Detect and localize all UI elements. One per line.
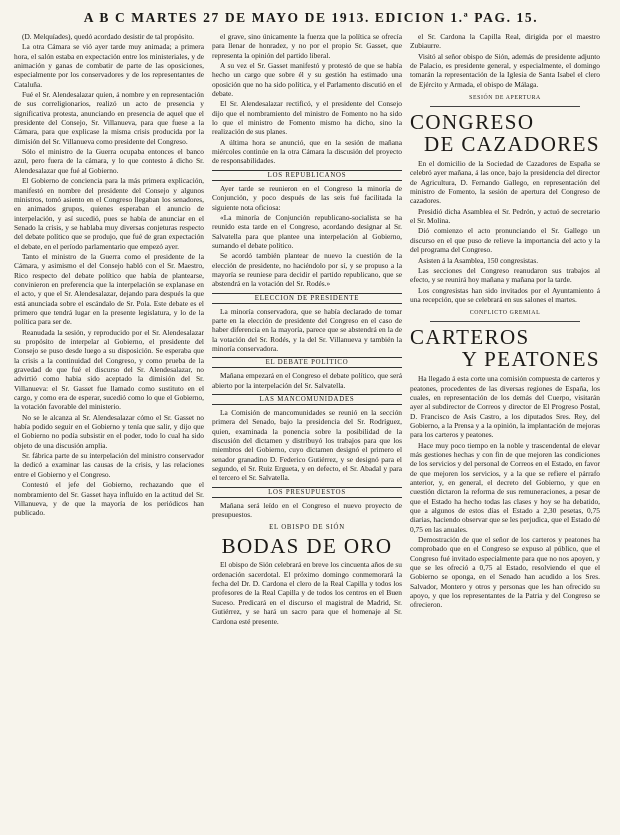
columns [14,32,608,832]
headline-bodas-de-oro: BODAS DE ORO [221,534,393,559]
paragraph: A última hora se anunció, que en la sesión de mañana miércoles continúe en la otra Cámara la discusión del proyecto de responsabilidades. [212,137,402,166]
paragraph: Sr. fábrica parte de su interpelación del ministro conservador la dedicó a examinar las causas de la crisis, y las relaciones entre el Gobierno y el Congreso. [14,451,204,479]
section-kicker-conflicto: CONFLICTO GREMIAL [469,310,541,317]
section-kicker-obispo: EL OBISPO DE SIÓN [269,524,345,532]
paragraph: Ha llegado á esta corte una comisión compuesta de carteros y peatones, procedentes de las diversas regiones de España, los cuales, en representación de los demás del Cuerpo, visitarán ayer al subdirector de Correos y director de El Progreso Postal, D. Francisco de Asís Castro, a los diputados Sres. Rey, del Gobierno, a la Prensa y a la opinión, la implantación de mejoras para los carteros y peatones. [410,374,600,440]
paragraph: Fué el Sr. Alendesalazar quien, á nombre y en representación de sus correligionarios, realizó un acto de presencia y significativa protesta, anunciando en presencia de aquel que el presidente del Consejo, Sr. Villanueva, para que fuese a la Cámara, para que explicase la misma crisis producida por la dimisión del Sr. Villanueva como presidente del Congreso. [14,90,204,146]
headline-de-cazadores: DE CAZADORES [423,132,600,157]
paragraph: Tanto el ministro de la Guerra como el presidente de la Cámara, y asimismo el del Consejo habló con el Sr. Maestro, Rico respecto del debate político que había de plantearse, convinieron en preferencia que la interpelación se explanase en el acto, y que el Sr. Alendesalazar, dejando para después la que está anunciada sobre el escándalo de Sr. Pola. Este debate es el primero que tendrá lugar en la presente legislatura, y lo de la política para ser de. [14,251,204,327]
paragraph: Hace muy poco tiempo en la noble y trascendental de elevar más gestiones hechas y con fin de que mejoren las condiciones de los servicios y del personal de Correos en el Estado, en favor de que mejoren los servicios, y a la que se refiere el párrafo anterior, y, en general, el decreto del Gobierno, y que en cuestión dictaron la reforma de sus remuneraciones, a pesar de que el Estado ha hecho todas las clases y hoy se ha debatido, que a algunos de estos días el Estado a 2,30 pesetas, 0,75 diarias, haciendo observar que se les perjudica, que el Estado dé 0,75 en las anuales. [410,440,600,534]
divider [430,321,580,322]
paragraph: El Sr. Alendesalazar rectificó, y el presidente del Consejo dijo que el nombramiento del ministro de Fomento no ha sido lo que el ministro de Fomento mismo ha dicho, sino la realización de sus planes. [212,99,402,137]
paragraph: A su vez el Sr. Gasset manifestó y protestó de que se había hecho un cargo que sobre él y su gestión ha estimado una oposición que no ha sido política, y el Parlamento discutió en el debate. [212,61,402,99]
section-heading-mancomunidades: LAS MANCOMUNIDADES [212,394,402,405]
paragraph: Demostración de que el señor de los carteros y peatones ha comprobado que en el Congreso se expuso al público, que el Congreso fué invitado especialmente para que no nos apoyen, y que se les ofreció a 0,75 al Estado, resolviendo el que el Gobierno se oponga, en el Senado han acudido a los Sres. Salvador, Montero y otros y personas que les han ofrecido su apoyo, y que los representantes de la Patria y del Congreso se ofrecieron. [410,535,600,610]
paragraph: En el domicilio de la Sociedad de Cazadores de España se celebró ayer mañana, á las once, bajo la presidencia del director de Agricultura, D. Fernando Gallego, en representación del ministro de Fomento, la sesión de apertura del Congreso de cazadores. [410,159,600,206]
paragraph: Se acordó también plantear de nuevo la cuestión de la elección de presidente, no haciéndolo por sí, y se propuso a la mayoría se reuniese para decidir el partido republicano, que se abstendrá en la votación del Sr. Rodés.» [212,251,402,289]
paragraph: Visitó al señor obispo de Sión, además de presidente adjunto de Palacio, es presidente general, y especialmente, el domingo tomarán la representación de la Iglesia de Santa Isabel el clero de Ejército y Armada, el obispo de Málaga. [410,51,600,89]
headline-carteros: CARTEROS [410,325,530,350]
column-3 [410,32,600,832]
column-1 [14,32,204,832]
section-kicker-apertura: SESIÓN DE APERTURA [469,95,541,102]
paragraph: Mañana será leído en el Congreso el nuevo proyecto de presupuestos. [212,500,402,520]
paragraph: Ayer tarde se reunieron en el Congreso la minoría de Conjunción, y poco después de las seis fué facilitada la siguiente nota oficiosa: [212,183,402,212]
paragraph: Los congresistas han sido invitados por el Ayuntamiento á una recepción, que se celebrará en sus salones el martes. [410,285,600,304]
paragraph: Contestó el jefe del Gobierno, rechazando que el nombramiento del Sr. Gasset haya influído en la actitud del Sr. Villanueva, y de que la mayoría de los periódicos han publicado. [14,480,204,518]
section-heading-republicanos: LOS REPUBLICANOS [212,170,402,181]
masthead: A B C MARTES 27 DE MAYO DE 1913. EDICION 1.ª PAG. 15. [83,10,539,25]
headline-y-peatones: Y PEATONES [461,347,600,372]
paragraph: Reanudada la sesión, y reproducido por el Sr. Alendesalazar su propósito de interpelar al Gobierno, el presidente del Consejo se puso desde luego a su disposición. Se esperaba que la crisis a la continuidad del Congreso, y como prueba de la gravedad de que fué el discurso del Sr. Alendesalazar, no advirtió como habia sido aceptado la dimisión del Sr. Villanueva: el Sr. Gasset fue llamado como sustituto en el cargo, y como era de esperar, sucedió como lo que el Gobierno, la votación favorable del ministerio. [14,327,204,412]
paragraph: Las secciones del Congreso reanudaron sus trabajos al efecto, y se reunirá hoy mañana y mañana por la tarde. [410,265,600,285]
section-heading-debate: EL DEBATE POLÍTICO [212,357,402,368]
paragraph: Dió comienzo el acto pronunciando el Sr. Gallego un discurso en el que puso de relieve la importancia del acto y la del programa del Congreso. [410,226,600,255]
paragraph: La Comisión de mancomunidades se reunió en la sección primera del Senado, bajo la presidencia del Sr. Rodríguez, quien, examinada la ponencia sobre la posibilidad de la discusión del dictamen y distribuyó los trabajos para que los miembros del Gobierno, cuyo dictamen designó el primero el senador granadino D. Federico Gutiérrez, y se designó para el segundo, el Sr. Ruiz Ergueta, y en defecto, el Sr. Abadal y para el tercero el Sr. Salvatella. [212,408,402,483]
paragraph: No se le alcanza al Sr. Alendesalazar cómo el Sr. Gasset no había podido seguir en el Gobierno y tenía que salir, y dijo que el Gobierno no podía subsistir en el poder, todo lo cual ha sido objeto de una discusión amplia. [14,412,204,450]
section-heading-presupuestos: LOS PRESUPUESTOS [212,487,402,498]
section-heading-eleccion: ELECCION DE PRESIDENTE [212,293,402,304]
paragraph: Asisten á la Asamblea, 150 congresistas. [418,255,539,265]
paragraph: Mañana empezará en el Congreso el debate político, que será abierto por la interpelación del Sr. Salvatella. [212,371,402,390]
paragraph: La otra Cámara se vió ayer tarde muy animada; a primera hora, el salón estaba en expectación entre los ministeriales, y de animación y ganas de combatir de parte de las oposiciones, especialmente por los conservadores y de los representantes de Cataluña. [14,42,204,89]
paragraph: «La minoría de Conjunción republicano-socialista se ha reunido esta tarde en el Congreso, acordando designar al Sr. Salvatella para que plantee una interpelación al Gobierno, sumando el debate político. [212,212,402,250]
column-2 [212,32,402,832]
paragraph: (D. Melquíades), quedó acordado desistir de tal propósito. [22,32,194,41]
divider [430,106,580,107]
paragraph: Sólo el ministro de la Guerra ocupaba entonces el banco azul, pero fuera de la cámara, y lo que contesto á dicho Sr. Alendesalazar que fué al Gobierno. [14,147,204,175]
headline-congreso: CONGRESO [410,110,535,135]
paragraph: el Sr. Cardona la Capilla Real, dirigida por el maestro Zubiaurre. [410,32,600,51]
paragraph: El obispo de Sión celebrará en breve los cincuenta años de su ordenación sacerdotal. El próximo domingo conmemorará la fecha del Dr. D. Cardona el clero de la Real Capilla y todos los profesores de la Real Capilla y de todos los centros en el Buen Suceso. Predicará en el discurso el magistral de Madrid, Sr. Gutiérrez, y se hará un sacro para que el homenaje al Sr. Cardona esté presente. [212,560,402,626]
paragraph: La minoría conservadora, que se había declarado de tomar parte en la elección de presidente del Congreso en el caso de haber diferencia en la mayoría, parece que se abstendrá en la de la votación del Sr. Rodés, y la del Sr. Villanueva y también la minoría conservadora. [212,306,402,353]
paragraph: el grave, sino únicamente la fuerza que la política se ofrecía para llenar de honradez, y no por el propio Sr. Gasset, que representa la opinión del partido liberal. [212,32,402,60]
paragraph: Presidió dicha Asamblea el Sr. Pedrón, y actuó de secretario el Sr. Molina. [410,206,600,226]
paragraph: El Gobierno de conciencia para la más primera explicación, manifestó en nombre del presidente del Consejo y algunos ministros, tomó asiento en el Congreso llegaban los senadores, en animados grupos, quienes esperaban el anuncio de interpelación, y así sucedió, pues se había de anunciar en el Senado la crisis, y se hablaba muy diversas conjeturas respecto del debate político que se produjo, que fué de gran expectación el debate, en el período parlamentario que empezó ayer. [14,176,204,251]
